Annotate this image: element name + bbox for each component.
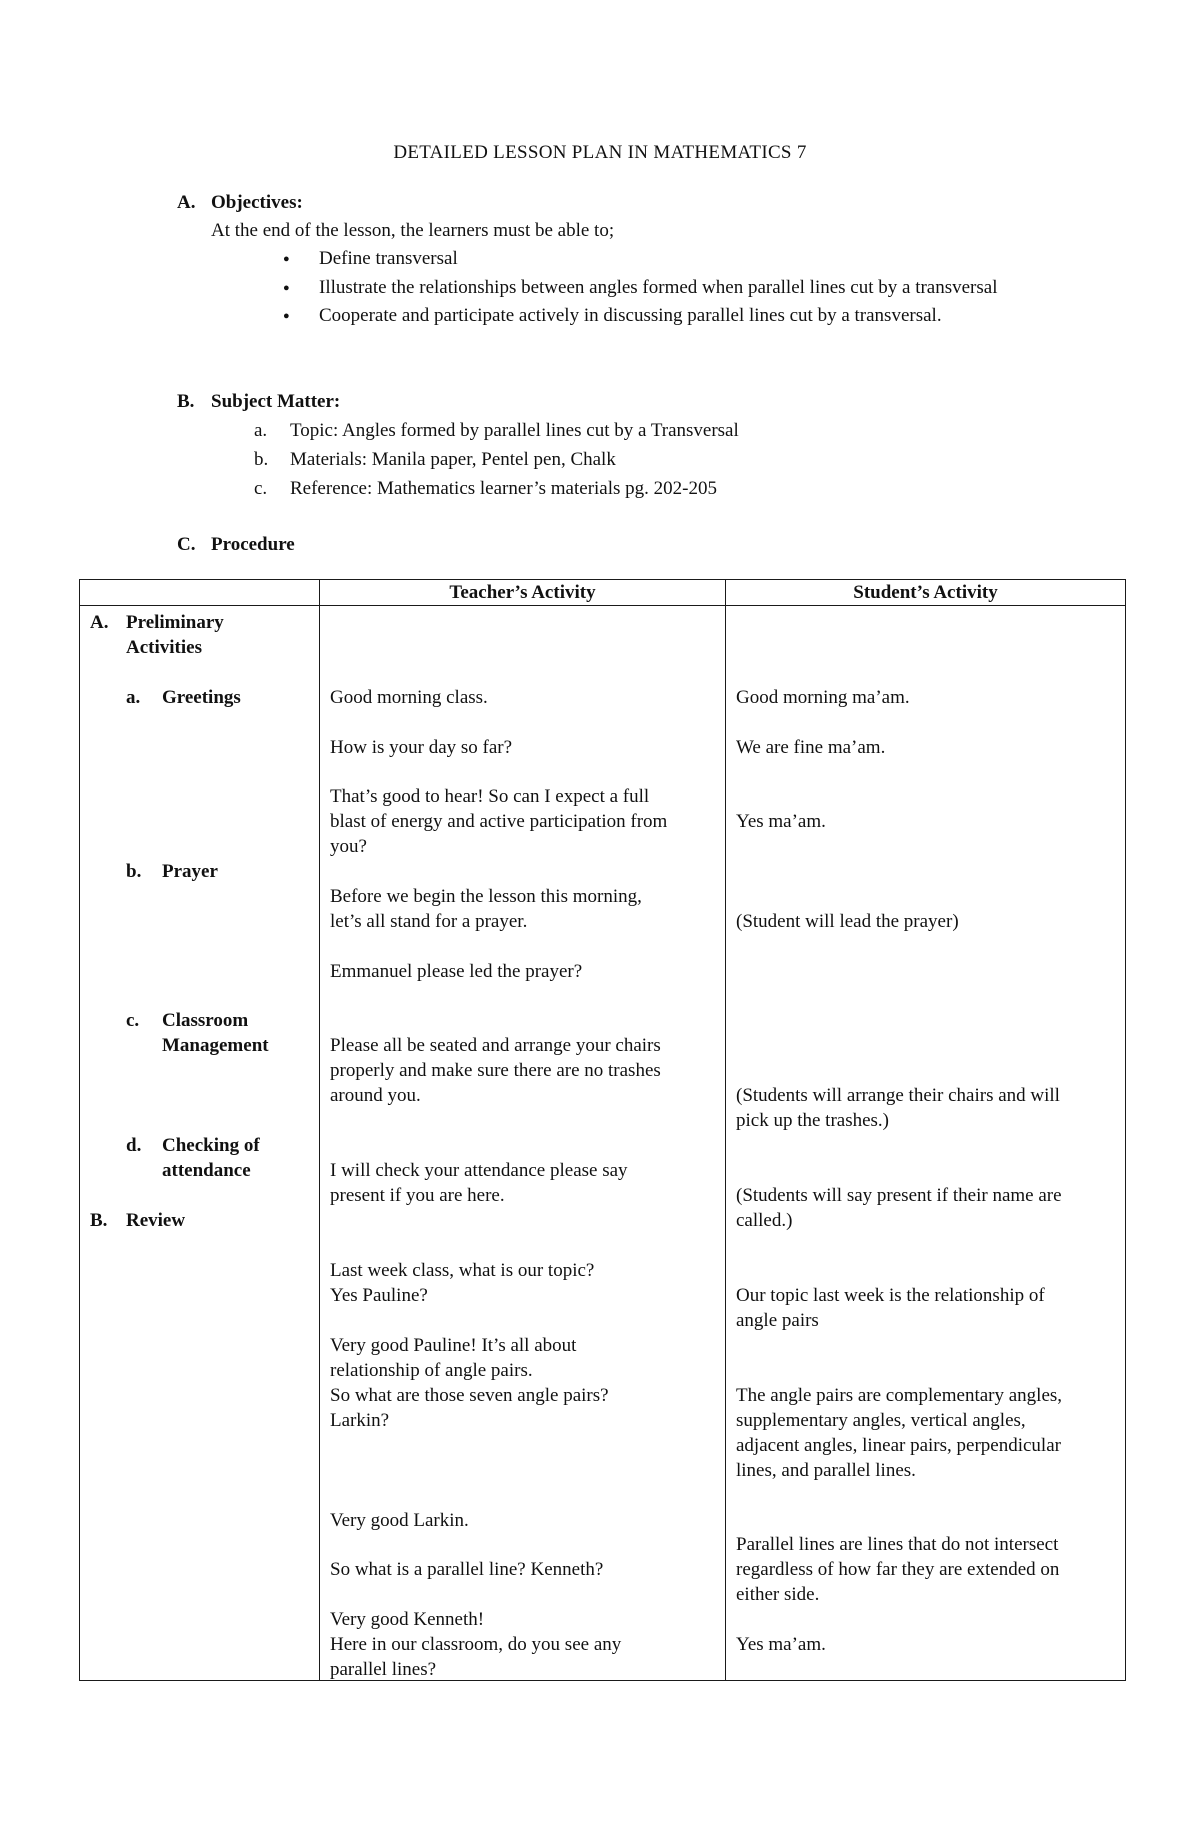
teacher-line: present if you are here. [330, 1185, 505, 1206]
student-line: angle pairs [736, 1310, 819, 1331]
teacher-line: That’s good to hear! So can I expect a full [330, 786, 650, 807]
student-line: regardless of how far they are extended on [736, 1559, 1060, 1580]
teacher-line: I will check your attendance please say [330, 1160, 628, 1181]
teacher-line: Good morning class. [330, 687, 488, 708]
objective-item: ● Cooperate and participate actively in discussing parallel lines cut by a transversal. [270, 302, 1070, 331]
greetings-label: Greetings [162, 687, 241, 708]
classroom-label-cont: Management [162, 1035, 269, 1056]
student-line: supplementary angles, vertical angles, [736, 1410, 1026, 1431]
objectives-list [270, 245, 1070, 331]
student-line: (Students will arrange their chairs and will [736, 1085, 1060, 1106]
student-line: Yes ma’am. [736, 1634, 826, 1655]
teacher-line: Last week class, what is our topic? [330, 1260, 595, 1281]
teacher-line: Before we begin the lesson this morning, [330, 886, 642, 907]
attendance-label-cont: attendance [162, 1160, 251, 1181]
subject-item [254, 446, 739, 475]
teacher-line: Please all be seated and arrange your chairs [330, 1035, 661, 1056]
teacher-column [320, 606, 726, 1681]
student-line: Yes ma’am. [736, 811, 826, 832]
student-line: pick up the trashes.) [736, 1110, 890, 1131]
teacher-line: How is your day so far? [330, 737, 513, 758]
attendance-label: Checking of [162, 1135, 260, 1156]
teacher-line: let’s all stand for a prayer. [330, 911, 528, 932]
teacher-line: Yes Pauline? [330, 1285, 428, 1306]
header-student: Student’s Activity [726, 580, 1126, 606]
review-label: Review [126, 1210, 186, 1231]
objectives-intro: At the end of the lesson, the learners must be able to; [211, 220, 615, 241]
classroom-label: Classroom [162, 1010, 249, 1031]
teacher-line: parallel lines? [330, 1659, 437, 1680]
student-line: (Students will say present if their name are [736, 1185, 1062, 1206]
subject-item-text: Topic: Angles formed by parallel lines cut by a Transversal [290, 420, 739, 441]
student-column [726, 606, 1126, 1681]
objectives-letter: A. [177, 192, 196, 213]
objective-item: ● Illustrate the relationships between angles formed when parallel lines cut by a transversal [270, 274, 1070, 303]
phase-a-title: Preliminary [126, 612, 224, 633]
header-teacher: Teacher’s Activity [320, 580, 726, 606]
student-line: We are fine ma’am. [736, 737, 886, 758]
teacher-line: Here in our classroom, do you see any [330, 1634, 622, 1655]
procedure-title: Procedure [211, 534, 295, 555]
teacher-line: So what is a parallel line? Kenneth? [330, 1559, 604, 1580]
phase-a-title-cont: Activities [126, 637, 202, 658]
objectives-heading [177, 192, 303, 214]
subject-item-text: Reference: Mathematics learner’s materials pg. 202-205 [290, 477, 717, 499]
classroom-letter: c. [126, 1010, 140, 1031]
teacher-line: Very good Larkin. [330, 1510, 469, 1531]
student-line: The angle pairs are complementary angles, [736, 1385, 1063, 1406]
student-line: (Student will lead the prayer) [736, 911, 959, 932]
student-line: Our topic last week is the relationship of [736, 1285, 1045, 1306]
subject-matter-heading [177, 391, 340, 413]
subject-item-label: c. [254, 477, 268, 499]
procedure-heading [177, 534, 295, 556]
subject-item-label: b. [254, 448, 269, 470]
prayer-label: Prayer [162, 861, 218, 882]
student-line: Parallel lines are lines that do not intersect [736, 1534, 1059, 1555]
prayer-letter: b. [126, 861, 142, 882]
teacher-line: you? [330, 836, 367, 857]
teacher-line: Emmanuel please led the prayer? [330, 961, 583, 982]
student-line: adjacent angles, linear pairs, perpendicular [736, 1435, 1061, 1456]
subject-matter-letter: B. [177, 391, 195, 412]
phase-column [80, 606, 320, 1681]
teacher-line: So what are those seven angle pairs? [330, 1385, 609, 1406]
header-empty [80, 580, 320, 606]
subject-item [254, 475, 739, 504]
teacher-line: relationship of angle pairs. [330, 1360, 533, 1381]
teacher-line: Very good Pauline! It’s all about [330, 1335, 577, 1356]
teacher-line: properly and make sure there are no trashes [330, 1060, 661, 1081]
procedure-letter: C. [177, 534, 196, 555]
teacher-line: Very good Kenneth! [330, 1609, 485, 1630]
teacher-line: blast of energy and active participation from [330, 811, 668, 832]
page-title: DETAILED LESSON PLAN IN MATHEMATICS 7 [393, 142, 807, 163]
student-line: either side. [736, 1584, 820, 1605]
greetings-letter: a. [126, 687, 141, 708]
subject-matter-list [254, 417, 739, 503]
student-line: Good morning ma’am. [736, 687, 910, 708]
attendance-letter: d. [126, 1135, 142, 1156]
subject-item-text: Materials: Manila paper, Pentel pen, Chalk [290, 448, 616, 470]
objective-item: ● Define transversal [270, 245, 1070, 274]
student-line: lines, and parallel lines. [736, 1460, 916, 1481]
procedure-table [79, 579, 1126, 1681]
phase-a-letter: A. [90, 612, 109, 633]
table-row [80, 606, 1126, 1681]
table-header-row [80, 580, 1126, 606]
subject-item-label: a. [254, 420, 268, 441]
phase-b-letter: B. [90, 1210, 108, 1231]
subject-item [254, 417, 739, 446]
objectives-title: Objectives: [211, 192, 303, 213]
student-line: called.) [736, 1210, 793, 1231]
subject-matter-title: Subject Matter: [211, 391, 341, 412]
teacher-line: around you. [330, 1085, 421, 1106]
teacher-line: Larkin? [330, 1410, 390, 1431]
